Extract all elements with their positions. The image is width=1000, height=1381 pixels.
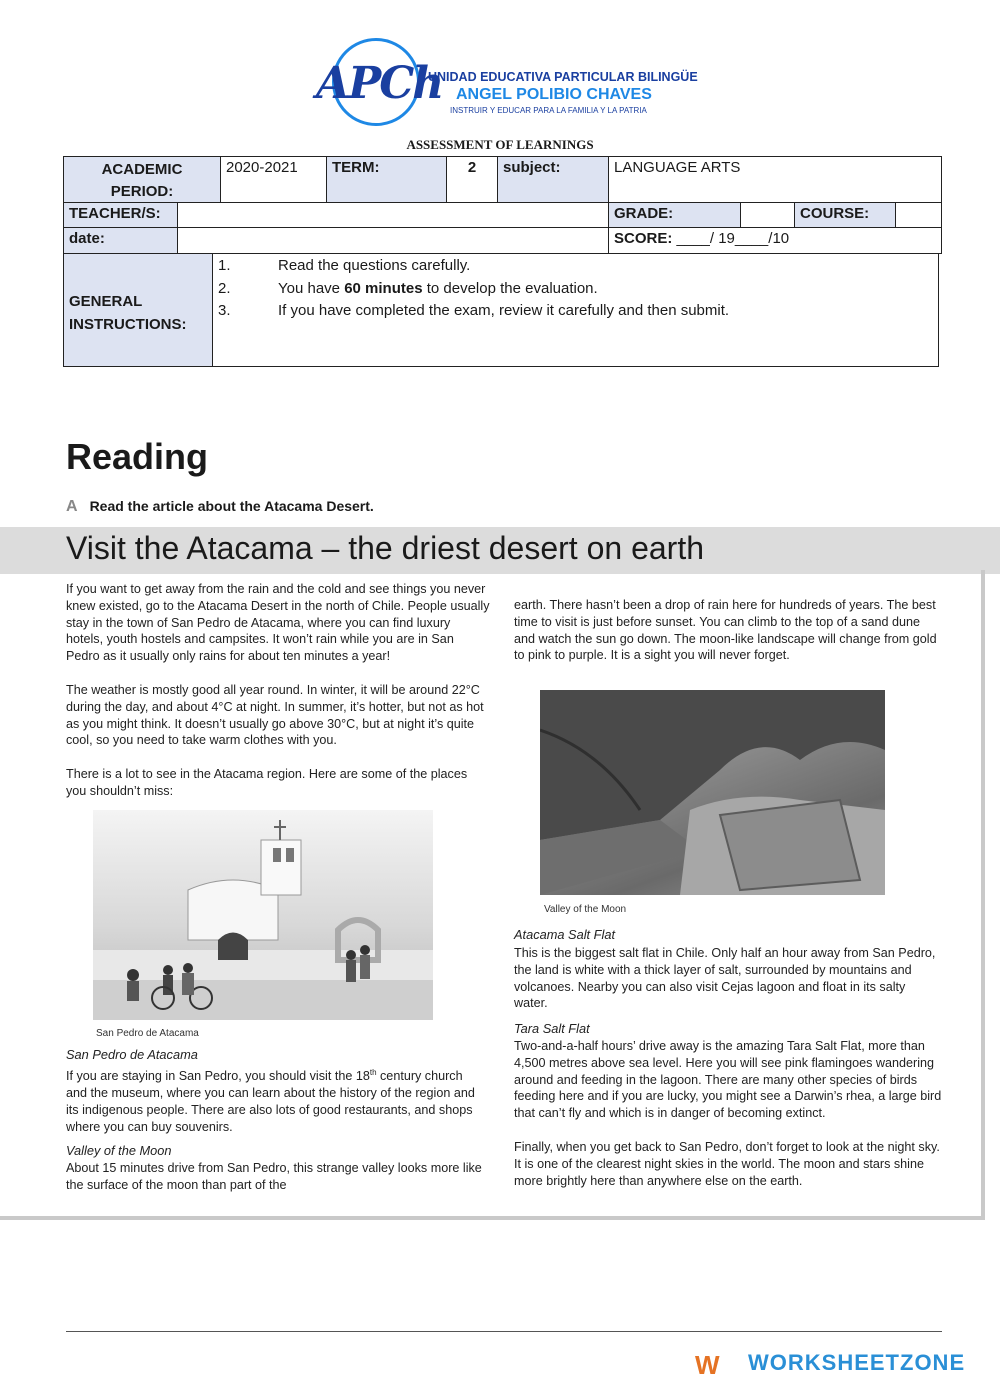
school-logo (312, 34, 712, 134)
instruction-item (278, 280, 598, 297)
worksheetzone-logo-icon: W (695, 1350, 720, 1380)
instruction-item (278, 257, 470, 274)
subject-label: subject: (497, 156, 609, 203)
tara-salt-flat-heading: Tara Salt Flat (514, 1021, 590, 1036)
san-pedro-text-part: If you are staying in San Pedro, you should visit the 18 (66, 1069, 370, 1084)
instruction-number: 3. (218, 302, 231, 319)
instructions-label: GENERAL INSTRUCTIONS: (63, 253, 213, 367)
tara-salt-flat-text: Two-and-a-half hours’ drive away is the amazing Tara Salt Flat, more than 4,500 metres above sea level. Here you will see pink flamingoes wandering around and feeding in the lagoon. There are many other species of birds feeding here and if you are lucky, you might see a Darwin’s rhea, a large bird that can’t fly and which is in danger of becoming extinct. (514, 1039, 942, 1121)
task-a (66, 498, 374, 516)
instruction-number: 1. (218, 257, 231, 274)
course-label: COURSE: (794, 202, 896, 228)
academic-period-value[interactable]: 2020-2021 (220, 156, 327, 203)
atacama-salt-flat-text: This is the biggest salt flat in Chile. Only half an hour away from San Pedro, the land is white with a thick layer of salt, surrounded by mountains and volcanoes. Nearby you can also visit Cejas lagoon and float in its salty water. (514, 946, 936, 1011)
valley-photo (540, 690, 885, 895)
grade-label: GRADE: (608, 202, 741, 228)
instruction-bold-text: 60 minutes (344, 280, 423, 297)
article-places: There is a lot to see in the Atacama region. Here are some of the places you shouldn’t miss: (66, 767, 468, 798)
academic-period-label: ACADEMIC PERIOD: (63, 156, 221, 203)
teacher-label: TEACHER/S: (63, 202, 178, 228)
reading-heading: Reading (66, 436, 209, 477)
date-label: date: (63, 227, 178, 254)
school-motto: INSTRUIR Y EDUCAR PARA LA FAMILIA Y LA PATRIA (450, 106, 647, 115)
instruction-text: Read the questions carefully. (278, 257, 471, 274)
instruction-text: If you have completed the exam, review it carefully and then submit. (278, 302, 730, 319)
church-caption: San Pedro de Atacama (96, 1028, 199, 1039)
score-cell (608, 227, 942, 254)
instruction-text: to develop the evaluation. (422, 280, 598, 297)
san-pedro-text-part: century church and the museum, where you can learn about the history of the region and its indigenous people. There are also lots of good restaurants, and shops where you can buy souvenirs. (66, 1069, 475, 1134)
score-value[interactable]: ____/ 19____/10 (676, 230, 790, 247)
course-field[interactable] (895, 202, 942, 228)
footer-divider (66, 1331, 942, 1332)
school-name-line1: UNIDAD EDUCATIVA PARTICULAR BILINGÜE (428, 70, 698, 84)
san-pedro-heading: San Pedro de Atacama (66, 1047, 198, 1062)
task-letter: A (66, 498, 78, 515)
logo-mark: APCh (316, 58, 443, 109)
valley-heading: Valley of the Moon (66, 1143, 172, 1158)
date-field[interactable] (177, 227, 609, 254)
valley-illustration (540, 690, 885, 895)
task-text: Read the article about the Atacama Desert. (89, 498, 374, 514)
term-label: TERM: (326, 156, 447, 203)
church-illustration (93, 810, 433, 1020)
valley-text-continued: earth. There hasn’t been a drop of rain here for hundreds of years. The best time to visit is just before sunset. You can climb to the top of a sand dune and watch the sun go down. The moon-like landscape will change from gold to pink to purple. It is a sight you will never forget. (514, 598, 937, 663)
article-weather: The weather is mostly good all year round. In winter, it will be around 22°C during the day, and about 4°C at night. In summer, it’s hotter, but not as hot as you might think. It doesn’t usually go above 30°C, but at night it’s quite cool, so you need to take warm clothes with you. (66, 683, 484, 748)
article-title: Visit the Atacama – the driest desert on earth (66, 530, 704, 566)
score-label: SCORE: (614, 230, 673, 247)
subject-value[interactable]: LANGUAGE ARTS (608, 156, 942, 203)
valley-text: About 15 minutes drive from San Pedro, this strange valley looks more like the surface of the moon than part of the (66, 1161, 482, 1192)
instruction-text: You have (278, 280, 345, 297)
grade-field[interactable] (740, 202, 795, 228)
school-name-line2: ANGEL POLIBIO CHAVES (456, 86, 652, 103)
teacher-field[interactable] (177, 202, 609, 228)
worksheetzone-brand[interactable]: WORKSHEETZONE (748, 1350, 966, 1375)
article-intro: If you want to get away from the rain and the cold and see things you never knew existed, go to the Atacama Desert in the north of Chile. People usually stay in the town of San Pedro de Atacama, where you can find luxury hotels, youth hostels and campsites. It won’t rain while you are in San Pedro as it usually only rains for about ten minutes a year! (66, 582, 490, 664)
church-photo (93, 810, 433, 1020)
valley-caption: Valley of the Moon (544, 904, 627, 915)
instruction-number: 2. (218, 280, 231, 297)
instruction-item (278, 302, 729, 319)
term-value[interactable]: 2 (446, 156, 498, 203)
superscript: th (369, 1068, 377, 1077)
san-pedro-text (66, 1065, 484, 1135)
final-text: Finally, when you get back to San Pedro, don’t forget to look at the night sky. It is one of the clearest night skies in the world. The moon and stars shine more brightly here than anywhere else on the earth. (514, 1140, 940, 1188)
assessment-title: ASSESSMENT OF LEARNINGS (406, 137, 594, 152)
atacama-salt-flat-heading: Atacama Salt Flat (514, 927, 615, 942)
